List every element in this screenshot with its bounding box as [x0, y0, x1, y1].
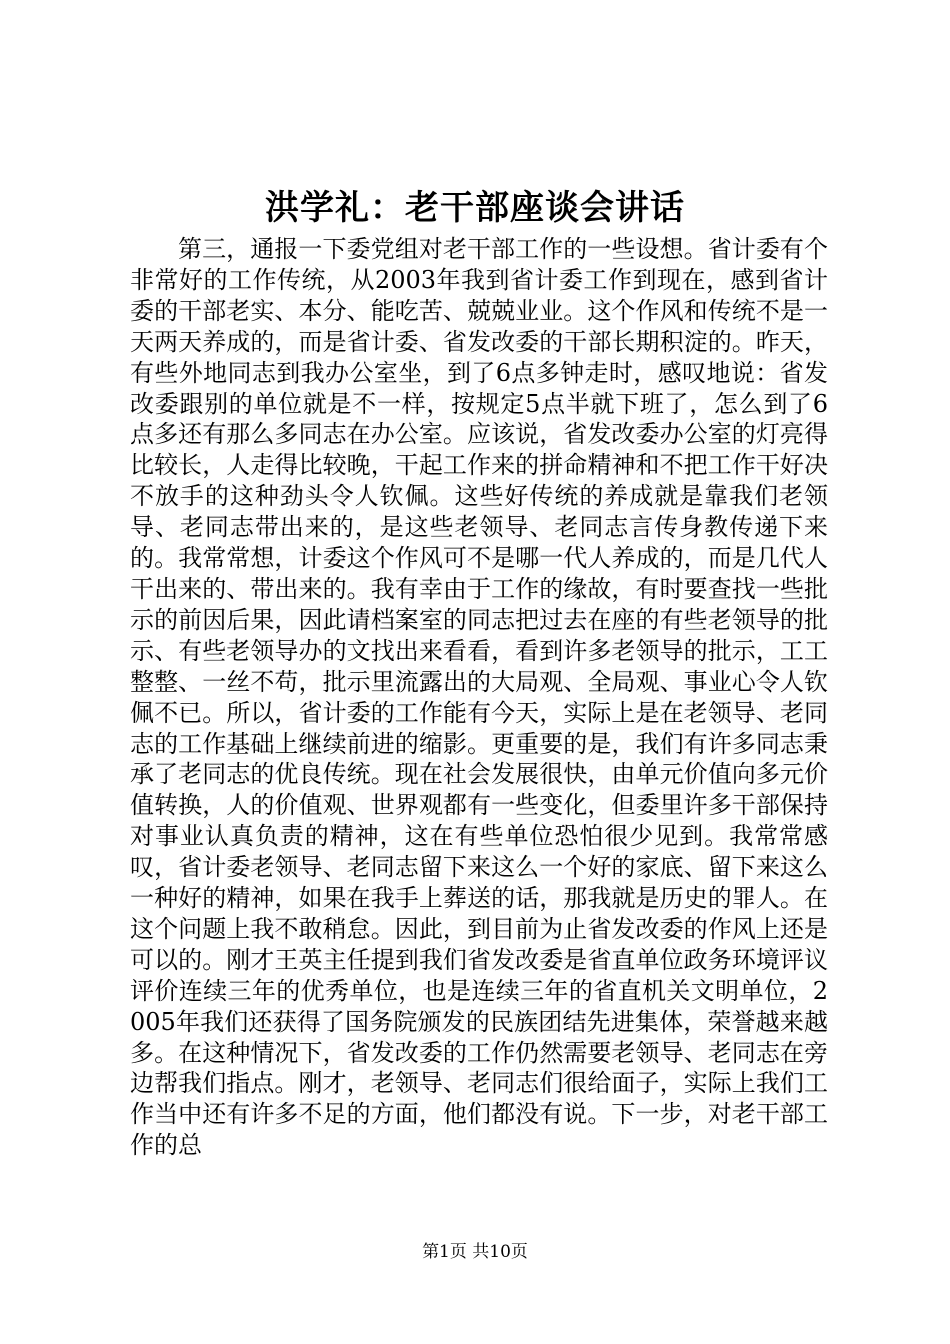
body-paragraph: 第三，通报一下委党组对老干部工作的一些设想。省计委有个非常好的工作传统，从2003年我到省计委工作到现在，感到省计委的干部老实、本分、能吃苦、兢兢业业。这个作风和传统不是一天两天养成的，而是省计委、省发改委的干部长期积淀的。昨天，有些外地同志到我办公室坐，到了6点多钟走时，感叹地说：省发改委跟别的单位就是不一样，按规定5点半就下班了，怎么到了6点多还有那么多同志在办公室。应该说，省发改委办公室的灯亮得比较长，人走得比较晚，干起工作来的拼命精神和不把工作干好决不放手的这种劲头令人钦佩。这些好传统的养成就是靠我们老领导、老同志带出来的，是这些老领导、老同志言传身教传递下来的。我常常想，计委这个作风可不是哪一代人养成的，而是几代人干出来的、带出来的。我有幸由于工作的缘故，有时要查找一些批示的前因后果，因此请档案室的同志把过去在座的有些老领导的批示、有些老领导办的文找出来看看，看到许多老领导的批示，工工整整、一丝不苟，批示里流露出的大局观、全局观、事业心令人钦佩不已。所以，省计委的工作能有今天，实际上是在老领导、老同志的工作基础上继续前进的缩影。更重要的是，我们有许多同志秉承了老同志的优良传统。现在社会发展很快，由单元价值向多元价值转换，人的价值观、世界观都有一些变化，但委里许多干部保持对事业认真负责的精神，这在有些单位恐怕很少见到。我常常感叹，省计委老领导、老同志留下来这么一个好的家底、留下来这么一种好的精神，如果在我手上葬送的话，那我就是历史的罪人。在这个问题上我不敢稍怠。因此，到目前为止省发改委的作风上还是可以的。刚才王英主任提到我们省发改委是省直单位政务环境评议评价连续三年的优秀单位，也是连续三年的省直机关文明单位，2005年我们还获得了国务院颁发的民族团结先进集体，荣誉越来越多。在这种情况下，省发改委的工作仍然需要老领导、老同志在旁边帮我们指点。刚才，老领导、老同志们很给面子，实际上我们工作当中还有许多不足的方面，他们都没有说。下一步，对老干部工作的总: [130, 235, 828, 1160]
document-title: 洪学礼：老干部座谈会讲话: [265, 188, 685, 228]
page-number-footer: 第1页 共10页: [422, 1242, 528, 1262]
